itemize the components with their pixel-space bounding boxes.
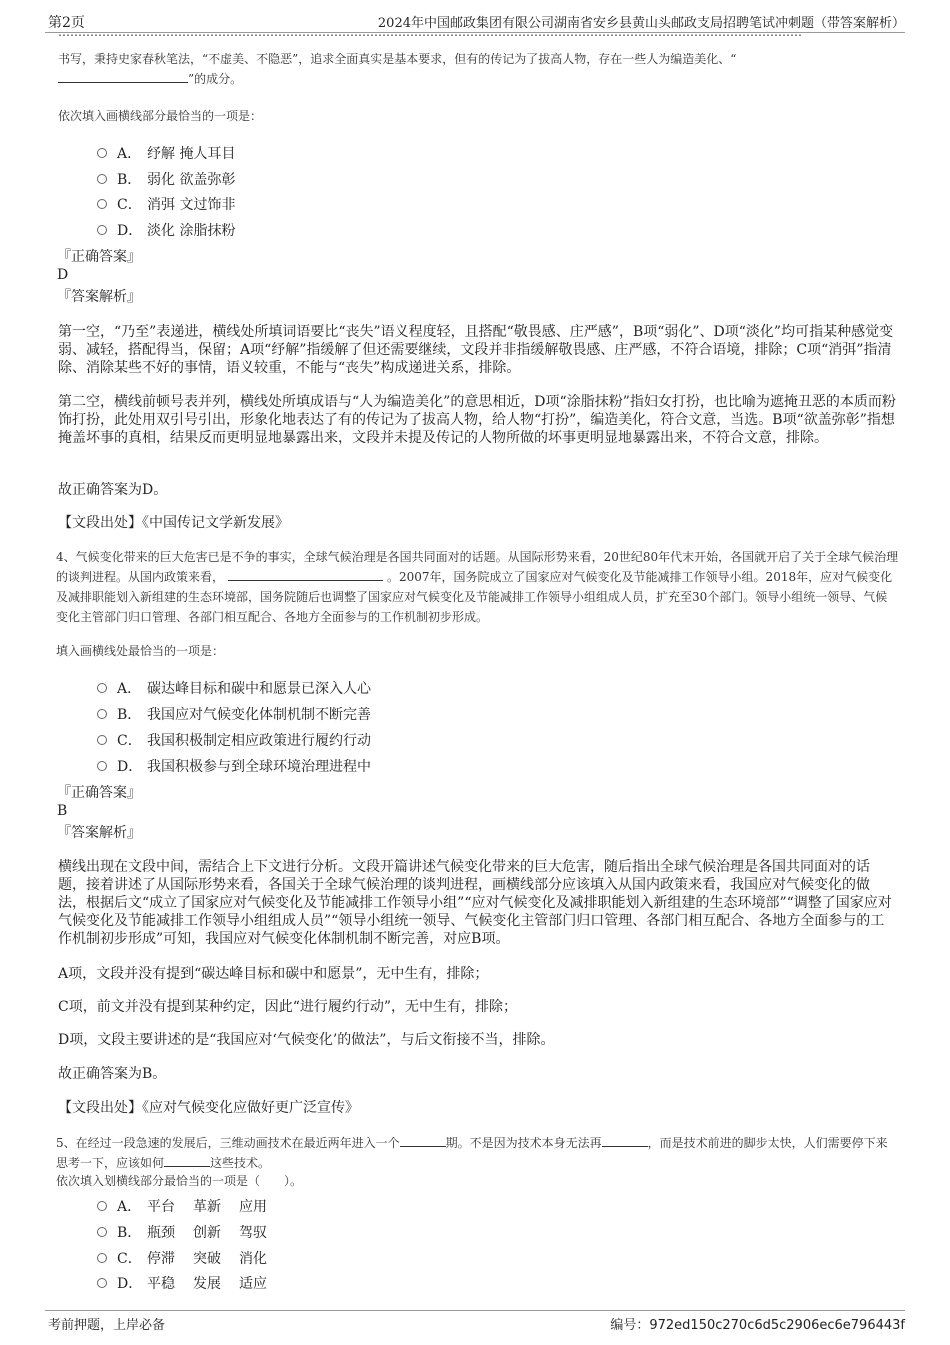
page-number: 第2页	[48, 15, 85, 31]
q3-stem-text: 书写，秉持史家春秋笔法，“不虚美、不隐恶”，追求全面真实是基本要求，但有的传记为了拔高人物，存在一些人为编造美化、“	[58, 52, 737, 66]
q3-option-c[interactable]: C． 消弭 文过饰非	[97, 194, 235, 214]
q4-option-a[interactable]: A． 碳达峰目标和碳中和愿景已深入人心	[97, 678, 371, 698]
q4-option-d[interactable]: D． 我国积极参与到全球环境治理进程中	[97, 756, 371, 776]
radio-button[interactable]	[97, 199, 107, 209]
q4-conclusion: 故正确答案为B。	[58, 1066, 167, 1082]
q5-prompt: 依次填入划横线部分最恰当的一项是（ ）。	[56, 1174, 303, 1188]
q4-option-b[interactable]: B． 我国应对气候变化体制机制不断完善	[97, 704, 371, 724]
q3-stem-cutoff	[58, 34, 898, 40]
radio-button[interactable]	[97, 174, 107, 184]
radio-button[interactable]	[97, 683, 107, 693]
radio-button[interactable]	[97, 1201, 107, 1211]
radio-button[interactable]	[97, 148, 107, 158]
q4-analysis-a: A项，文段并没有提到“碳达峰目标和碳中和愿景”，无中生有，排除；	[58, 966, 489, 982]
document-title: 2024年中国邮政集团有限公司湖南省安乡县黄山头邮政支局招聘笔试冲刺题（带答案解析）	[377, 16, 905, 31]
q3-stem	[58, 49, 898, 89]
q3-prompt: 依次填入画横线部分最恰当的一项是：	[58, 109, 263, 123]
q5-option-b[interactable]: B． 瓶颈 创新 驾驭	[97, 1222, 267, 1242]
q3-stem-end: ”的成分。	[188, 72, 243, 86]
q4-analysis-p1: 横线出现在文段中间，需结合上下文进行分析。文段开篇讲述气候变化带来的巨大危害，随后指出全球气候治理是各国共同面对的话题，接着讲述了从国际形势来看，各国关于全球气候治理的谈判进程，画横线部分应该填入从国内政策来看，我国应对气候变化的做法，根据后文“成立了国家应对气候变化及节能减排工作领导小组”“应对气候变化及减排职能划入新组建的生态环境部”“调整了国家应对气候变化及节能减排工作领导小组组成人员”“领导小组统一领导、气候变化主管部门归口管理、各部门相互配合、各地方全面参与的工作机制初步形成”可知，我国应对气候变化体制机制不断完善，对应B项。	[58, 859, 892, 947]
q5-blank-3	[164, 1154, 210, 1167]
q4-analysis-heading: 『答案解析』	[57, 825, 141, 841]
q3-analysis-heading: 『答案解析』	[57, 289, 141, 305]
q4-answer-heading: 『正确答案』	[57, 785, 141, 801]
radio-button[interactable]	[97, 1253, 107, 1263]
q3-option-b[interactable]: B． 弱化 欲盖弥彰	[97, 169, 235, 189]
q3-answer: D	[57, 267, 69, 283]
q5-option-a[interactable]: A． 平台 革新 应用	[97, 1196, 267, 1216]
document-code: 编号：972ed150c270c6d5c2906ec6e796443f	[610, 1318, 905, 1333]
q3-analysis-p2: 第二空，横线前顿号表并列，横线处所填成语与“人为编造美化”的意思相近，D项“涂脂抹粉”指妇女打扮，也比喻为遮掩丑恶的本质而粉饰打扮，此处用双引号引出，形象化地表达了有的传记为了拔高人物，给人物“打扮”，编造美化，符合文意，当选。B项“欲盖弥彰”指想掩盖坏事的真相，结果反而更明显地暴露出来，文段并未提及传记的人物所做的坏事更明显地暴露出来，不符合文意，排除。	[58, 394, 896, 446]
q4-analysis-d: D项，文段主要讲述的是“我国应对‘气候变化’的做法”，与后文衔接不当，排除。	[58, 1032, 555, 1048]
q5-blank-2	[602, 1134, 648, 1147]
q3-blank-2	[58, 70, 188, 83]
q3-conclusion: 故正确答案为D。	[58, 482, 168, 498]
q4-blank	[228, 568, 383, 581]
q4-source: 【文段出处】《应对气候变化应做好更广泛宣传》	[58, 1100, 359, 1116]
q3-answer-heading: 『正确答案』	[57, 249, 141, 265]
q3-option-a[interactable]: A． 纾解 掩人耳目	[97, 143, 235, 163]
footer-slogan: 考前押题，上岸必备	[48, 1318, 166, 1333]
radio-button[interactable]	[97, 225, 107, 235]
footer-divider	[45, 1310, 905, 1311]
q4-analysis-c: C项，前文并没有提到某种约定，因此“进行履约行动”，无中生有，排除；	[58, 999, 518, 1015]
q3-option-d[interactable]: D． 淡化 涂脂抹粉	[97, 220, 235, 240]
q4-prompt: 填入画横线处最恰当的一项是：	[56, 644, 225, 658]
radio-button[interactable]	[97, 735, 107, 745]
q4-option-c[interactable]: C． 我国积极制定相应政策进行履约行动	[97, 730, 371, 750]
q5-option-c[interactable]: C． 停滞 突破 消化	[97, 1248, 267, 1268]
q4-stem: 4、气候变化带来的巨大危害已是不争的事实，全球气候治理是各国共同面对的话题。从国际形势来看，20世纪80年代末开始，各国就开启了关于全球气候治理的谈判进程。从国内政策来看， 。2007年，国务院成立了国家应对气候变化及节能减排工作领导小组。2018年，应对气候变化及减排职能划入新组建的生态环境部，国务院随后也调整了国家应对气候变化及节能减排工作领导小组组成人员，扩充至30个部门。领导小组统一领导、气候变化主管部门归口管理、各部门相互配合、各地方全面参与的工作机制初步形成。	[56, 550, 899, 624]
radio-button[interactable]	[97, 761, 107, 771]
q5-option-d[interactable]: D． 平稳 发展 适应	[97, 1273, 267, 1293]
q3-analysis-p1: 第一空，“乃至”表递进，横线处所填词语要比“丧失”语义程度轻，且搭配“敬畏感、庄严感”，B项“弱化”、D项“淡化”均可指某种感觉变弱、减轻，搭配得当，保留；A项“纾解”指缓解了但还需要继续，文段并非指缓解敬畏感、庄严感，不符合语境，排除；C项“消弭”指清除、消除某些不好的事情，语义较重，不能与“丧失”构成递进关系，排除。	[58, 324, 894, 376]
radio-button[interactable]	[97, 709, 107, 719]
q5-blank-1	[400, 1134, 446, 1147]
q3-source: 【文段出处】《中国传记文学新发展》	[58, 515, 289, 531]
radio-button[interactable]	[97, 1278, 107, 1288]
q4-answer: B	[57, 803, 68, 819]
header-divider	[45, 32, 905, 33]
radio-button[interactable]	[97, 1227, 107, 1237]
q5-stem: 5、在经过一段急速的发展后，三维动画技术在最近两年进入一个 期。不是因为技术本身无法再 ，而是技术前进的脚步太快，人们需要停下来思考一下，应该如何 这些技术。	[56, 1136, 888, 1170]
